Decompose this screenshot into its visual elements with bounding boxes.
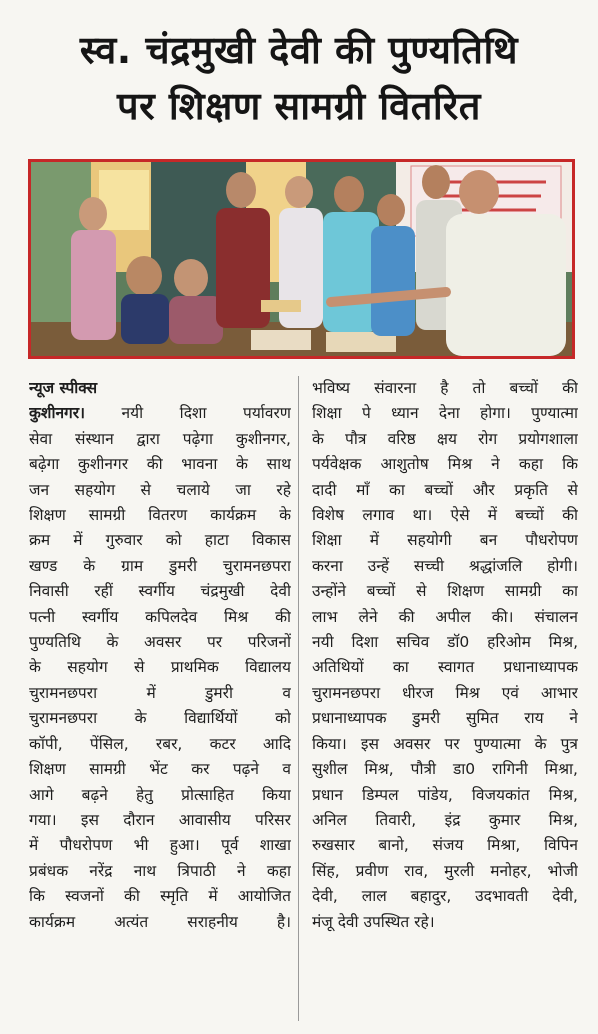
article-line: में पौधरोपण भी हुआ। पूर्व शाखा	[29, 836, 291, 855]
article-line: शिक्षा पे ध्यान देना होगा। पुण्यात्मा	[312, 404, 578, 423]
article-line: सिंह, प्रवीण राव, मुरली मनोहर, भोजी	[312, 861, 578, 880]
article-line: करना उन्हें सच्ची श्रद्धांजलि होगी।	[312, 556, 578, 575]
article-column-right	[312, 376, 578, 935]
article-line: पत्नी स्वर्गीय कपिलदेव मिश्र की	[29, 607, 291, 626]
headline-line-2: पर शिक्षण सामग्री वितरित	[117, 84, 481, 128]
article-line: मंजू देवी उपस्थित रहे।	[312, 912, 435, 931]
article-line: रुखसार बानो, संजय मिश्रा, विपिन	[312, 836, 578, 855]
article-line: नयी दिशा सचिव डॉ0 हरिओम मिश्र,	[312, 633, 578, 652]
article-line: के पौत्र वरिष्ठ क्षय रोग प्रयोगशाला	[312, 429, 578, 448]
byline: न्यूज स्पीक्स	[29, 379, 98, 397]
article-line	[29, 401, 291, 426]
article-line: प्रबंधक नरेंद्र नाथ त्रिपाठी ने कहा	[29, 861, 291, 880]
article-line: अतिथियों का स्वागत प्रधानाध्यापक	[312, 658, 578, 677]
article-line: निवासी रहीं स्वर्गीय चंद्रमुखी देवी	[29, 582, 291, 601]
article-line: चुरामनछपरा में डुमरी व	[29, 683, 291, 702]
article-line: उन्होंने बच्चों से शिक्षण सामग्री का	[312, 582, 578, 601]
article-line: लाभ लेने की अपील की। संचालन	[312, 607, 578, 626]
article-line: चुरामनछपरा के विद्यार्थियों को	[29, 709, 291, 728]
article-line: सुशील मिश्र, पौत्री डा0 रागिनी मिश्रा,	[312, 760, 578, 779]
news-photo	[28, 159, 575, 359]
dateline: कुशीनगर।	[29, 404, 86, 423]
article-line: क्रम में गुरुवार को हाटा विकास	[29, 531, 291, 550]
article-line: दादी माँ का बच्चों और प्रकृति से	[312, 480, 578, 499]
article-line: कि स्वजनों की स्मृति में आयोजित	[29, 887, 291, 906]
article-line: शिक्षण सामग्री वितरण कार्यक्रम के	[29, 506, 291, 525]
article-line: गया। इस दौरान आवासीय परिसर	[29, 810, 291, 829]
article-line: आगे बढ़ने हेतु प्रोत्साहित किया	[29, 785, 291, 804]
headline	[0, 22, 598, 134]
article-line: बढ़ेगा कुशीनगर की भावना के साथ	[29, 455, 291, 474]
article-column-left	[29, 376, 291, 935]
article-line: कार्यक्रम अत्यंत सराहनीय है।	[29, 912, 291, 931]
article-line: कॉपी, पेंसिल, रबर, कटर आदि	[29, 734, 291, 753]
article-line: किया। इस अवसर पर पुण्यात्मा के पुत्र	[312, 734, 578, 753]
article-line: प्रधान डिम्पल पांडेय, विजयकांत मिश्र,	[312, 785, 578, 804]
article-line: अनिल तिवारी, इंद्र कुमार मिश्र,	[312, 810, 578, 829]
article-line: चुरामनछपरा धीरज मिश्र एवं आभार	[312, 683, 578, 702]
article-line: सेवा संस्थान द्वारा पढ़ेगा कुशीनगर,	[29, 429, 291, 448]
article-line: शिक्षा में सहयोगी बन पौधरोपण	[312, 531, 578, 550]
article-line: विशेष लगाव था। ऐसे में बच्चों की	[312, 506, 578, 525]
article-line: के सहयोग से प्राथमिक विद्यालय	[29, 658, 291, 677]
column-divider	[298, 376, 299, 1021]
article-line: पुण्यतिथि के अवसर पर परिजनों	[29, 633, 291, 652]
article-line-text: नयी दिशा पर्यावरण	[85, 404, 291, 423]
article-line: देवी, लाल बहादुर, उदभावती देवी,	[312, 887, 578, 906]
article-line: शिक्षण सामग्री भेंट कर पढ़ने व	[29, 760, 291, 779]
article-line: जन सहयोग से चलाये जा रहे	[29, 480, 291, 499]
article-line: पर्यवेक्षक आशुतोष मिश्र ने कहा कि	[312, 455, 578, 474]
headline-line-1: स्व. चंद्रमुखी देवी की पुण्यतिथि	[79, 28, 519, 72]
article-line: प्रधानाध्यापक डुमरी सुमित राय ने	[312, 709, 578, 728]
article-line: भविष्य संवारना है तो बच्चों की	[312, 379, 578, 397]
article-line: खण्ड के ग्राम डुमरी चुरामनछपरा	[29, 556, 291, 575]
photo-illustration	[31, 162, 572, 356]
